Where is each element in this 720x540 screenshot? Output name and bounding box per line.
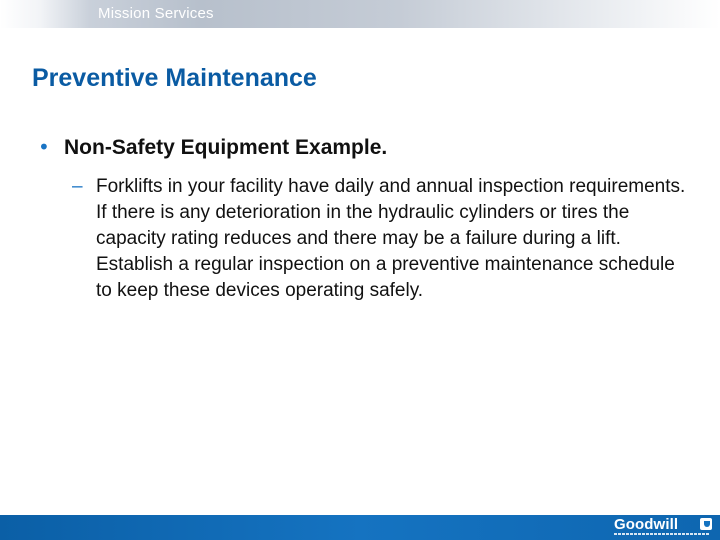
slide-title: Preventive Maintenance [32, 64, 317, 92]
logo-tagline-graphic [614, 533, 710, 535]
goodwill-logo [614, 515, 714, 540]
sub-bullet-marker: – [72, 176, 83, 197]
footer-band [0, 515, 720, 540]
section-label: Mission Services [98, 5, 214, 22]
sub-bullet-item [72, 174, 692, 304]
header-band [0, 0, 720, 28]
bullet-marker: • [38, 135, 50, 159]
logo-text: Goodwill [614, 516, 679, 533]
bullet-text: Non-Safety Equipment Example. [64, 136, 388, 159]
goodwill-smile-logo-icon [700, 518, 712, 530]
bullet-item [38, 135, 387, 160]
sub-bullet-text: Forklifts in your facility have daily and annual inspection requirements. If there is any deterioration in the hydraulic cylinders or tires the capacity rating reduces and there may be a failure during a lift. Establish a regular inspection on a preventive maintenance schedule to keep these devices operating safely. [96, 176, 686, 301]
